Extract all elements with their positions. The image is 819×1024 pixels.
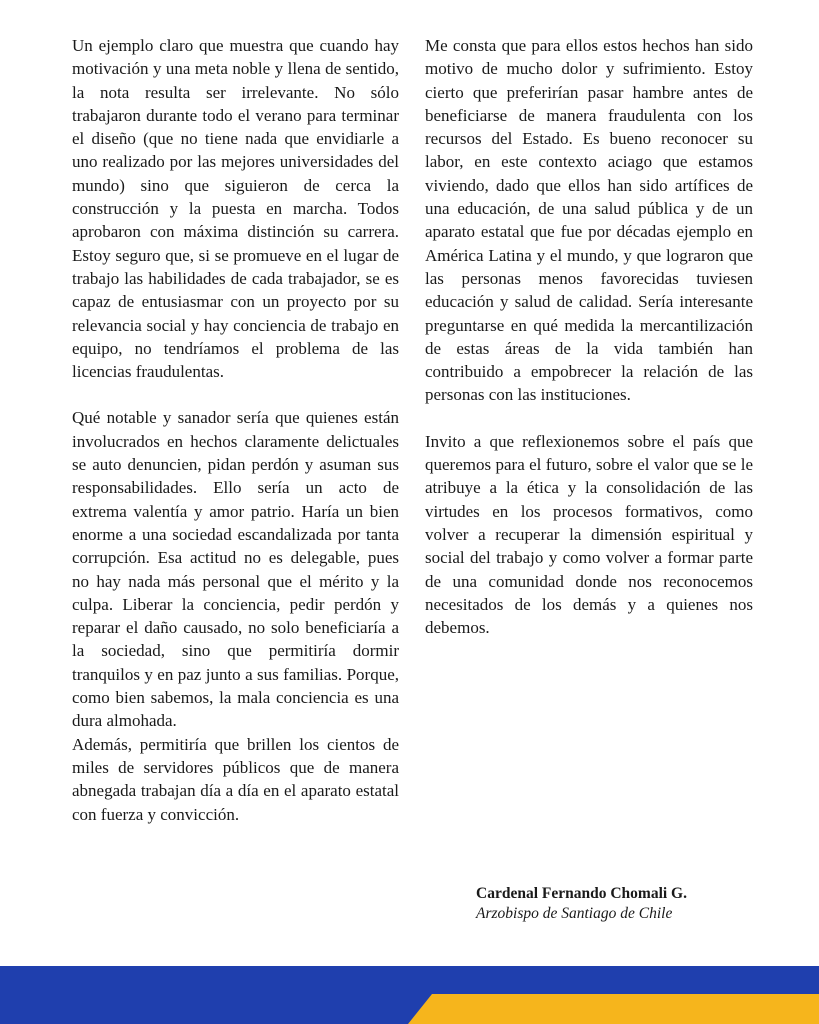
right-column [425,34,753,639]
left-column [72,34,399,826]
paragraph-motivation: Un ejemplo claro que muestra que cuando hay motivación y una meta noble y llena de sentido, la nota resulta ser irrelevante. No sólo trabajaron durante todo el verano para terminar el diseño (que no tiene nada que envidiarle a uno realizado por las mejores universidades del mundo) sino que siguieron de cerca la construcción y la puesta en marcha. Todos aprobaron con máxima distinción su carrera. Estoy seguro que, si se promueve en el lugar de trabajo las habilidades de cada trabajador, se es capaz de entusiasmar con un proyecto por su relevancia social y hay conciencia de trabajo en equipo, no tendríamos el problema de las licencias fraudulentas. [72,36,399,382]
paragraph-invitation: Invito a que reflexionemos sobre el país que queremos para el futuro, sobre el valor que se le atribuye a la ética y la consolidación de las virtudes en los procesos formativos, como volver a recuperar la dimensión espiritual y social del trabajo y como volver a formar parte de una comunidad donde nos reconocemos necesitados de los demás y a quienes nos debemos. [425,431,753,638]
footer-yellow-band [408,994,819,1024]
footer-banner [0,966,819,1024]
paragraph-self-denunciation: Qué notable y sanador sería que quienes están involucrados en hechos claramente delictuales se auto denuncien, pidan perdón y asuman sus responsabilidades. Ello sería un acto de extrema valentía y amor patrio. Haría un bien enorme a una sociedad escandalizada por tanta corrupción. Esa actitud no es delegable, pues no hay nada más personal que el mérito y la culpa. Liberar la conciencia, pedir perdón y reparar el daño causado, no solo beneficiaría a la sociedad, sino que permitiría dormir tranquilos y en paz junto a sus familias. Porque, como bien sabemos, la mala conciencia es una dura almohada. [72,408,399,731]
author-title: Arzobispo de Santiago de Chile [476,905,673,922]
author-name: Cardenal Fernando Chomali G. [476,885,687,902]
paragraph-public-servants: Además, permitiría que brillen los cientos de miles de servidores públicos que de manera abnegada trabajan día a día en el aparato estatal con fuerza y convicción. [72,734,399,824]
signature-block [476,884,756,924]
paragraph-servants-suffering: Me consta que para ellos estos hechos han sido motivo de mucho dolor y sufrimiento. Estoy cierto que preferirían pasar hambre antes de beneficiarse de manera fraudulenta con los recursos del Estado. Es bueno reconocer su labor, en este contexto aciago que estamos viviendo, dado que ellos han sido artífices de una educación, de una salud pública y de un aparato estatal que fue por décadas ejemplo en América Latina y el mundo, y que lograron que las personas menos favorecidas tuviesen educación y salud de calidad. Sería interesante preguntarse en qué medida la mercantilización de estas áreas de la vida también han contribuido a empobrecer la relación de las personas con las instituciones. [425,36,753,405]
footer-graphic [0,966,819,1024]
